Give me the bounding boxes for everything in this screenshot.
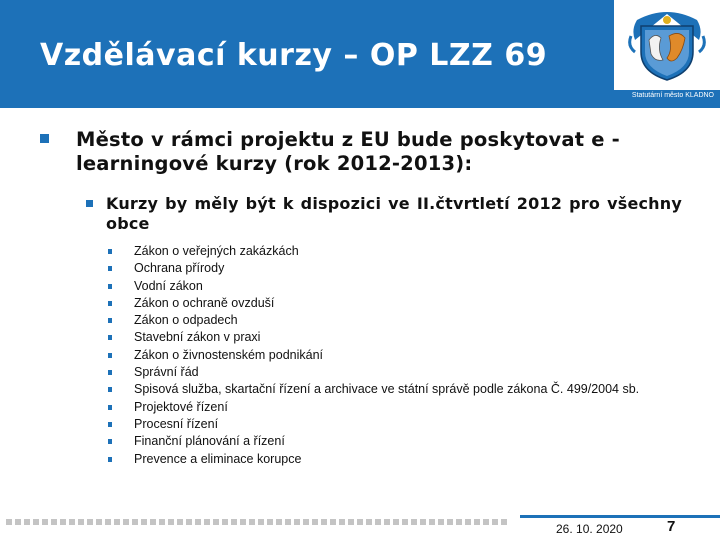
footer-dot	[438, 519, 444, 525]
course-label: Projektové řízení	[134, 399, 228, 414]
footer-dot	[267, 519, 273, 525]
footer-dot	[492, 519, 498, 525]
list-item	[108, 278, 708, 295]
footer-dot	[429, 519, 435, 525]
course-label: Zákon o živnostenském podnikání	[134, 347, 323, 362]
slide-header	[0, 0, 720, 108]
footer-dots	[6, 519, 507, 527]
footer-dot	[33, 519, 39, 525]
footer-dot	[159, 519, 165, 525]
list-item	[108, 260, 708, 277]
course-label: Finanční plánování a řízení	[134, 434, 285, 449]
square-bullet-icon	[108, 439, 112, 444]
bullet-text: Kurzy by měly být k dispozici ve II.čtvrtletí 2012 pro všechny obce	[106, 194, 682, 233]
square-bullet-icon	[108, 370, 112, 375]
footer-dot	[447, 519, 453, 525]
footer-dot	[483, 519, 489, 525]
footer-dot	[87, 519, 93, 525]
footer-rule	[520, 515, 720, 518]
footer-dot	[231, 519, 237, 525]
list-item	[108, 381, 708, 398]
square-bullet-icon	[108, 387, 112, 392]
course-label: Zákon o odpadech	[134, 313, 238, 328]
footer-dot	[69, 519, 75, 525]
footer-dot	[24, 519, 30, 525]
square-bullet-icon	[40, 134, 49, 143]
page-number: 7	[667, 518, 676, 535]
list-item	[108, 312, 708, 329]
square-bullet-icon	[108, 335, 112, 340]
bullet-level-1	[54, 128, 694, 176]
city-label: Statutární město KLADNO	[631, 92, 714, 99]
footer-dot	[366, 519, 372, 525]
list-item	[108, 243, 708, 260]
course-label: Vodní zákon	[134, 278, 203, 293]
footer-dot	[51, 519, 57, 525]
list-item	[108, 364, 708, 381]
list-item	[108, 433, 708, 450]
coat-of-arms-icon	[627, 6, 707, 84]
bullet-text: Město v rámci projektu z EU bude poskytovat e -learningové kurzy (rok 2012-2013):	[76, 128, 620, 175]
header-divider	[0, 108, 720, 120]
footer-dot	[60, 519, 66, 525]
footer-dot	[375, 519, 381, 525]
footer-dot	[132, 519, 138, 525]
footer-dot	[294, 519, 300, 525]
footer-dot	[393, 519, 399, 525]
footer-dot	[312, 519, 318, 525]
square-bullet-icon	[108, 422, 112, 427]
course-label: Spisová služba, skartační řízení a archivace ve státní správě podle zákona Č. 499/2004 sb.	[134, 382, 640, 397]
footer-dot	[357, 519, 363, 525]
footer-dot	[96, 519, 102, 525]
footer-dot	[339, 519, 345, 525]
footer-dot	[15, 519, 21, 525]
square-bullet-icon	[108, 405, 112, 410]
footer-dot	[402, 519, 408, 525]
course-label: Zákon o veřejných zakázkách	[134, 244, 299, 258]
footer-dot	[213, 519, 219, 525]
square-bullet-icon	[86, 200, 93, 207]
footer-dot	[42, 519, 48, 525]
list-item	[108, 451, 708, 468]
course-label: Stavební zákon v praxi	[134, 330, 261, 345]
footer-dot	[384, 519, 390, 525]
course-label: Procesní řízení	[134, 416, 219, 431]
footer-dot	[501, 519, 507, 525]
bullet-level-2	[92, 194, 682, 234]
list-item	[108, 347, 708, 364]
footer-dot	[168, 519, 174, 525]
list-item	[108, 295, 708, 312]
footer-dot	[177, 519, 183, 525]
footer-dot	[204, 519, 210, 525]
slide-date: 26. 10. 2020	[556, 522, 623, 536]
footer-dot	[222, 519, 228, 525]
footer-dot	[276, 519, 282, 525]
footer-dot	[258, 519, 264, 525]
footer-dot	[420, 519, 426, 525]
footer-dot	[141, 519, 147, 525]
course-label: Správní řád	[134, 365, 199, 380]
course-label: Zákon o ochraně ovzduší	[134, 295, 275, 310]
footer-dot	[123, 519, 129, 525]
footer-dot	[285, 519, 291, 525]
footer-dot	[303, 519, 309, 525]
footer-dot	[105, 519, 111, 525]
footer-dot	[150, 519, 156, 525]
list-item	[108, 416, 708, 433]
list-item	[108, 329, 708, 346]
course-label: Prevence a eliminace korupce	[134, 451, 302, 466]
footer-dot	[330, 519, 336, 525]
footer-dot	[195, 519, 201, 525]
square-bullet-icon	[108, 457, 112, 462]
square-bullet-icon	[108, 284, 112, 289]
square-bullet-icon	[108, 318, 112, 323]
course-list	[108, 243, 708, 468]
title-bar	[0, 0, 598, 98]
logo-box	[614, 0, 720, 90]
course-label: Ochrana přírody	[134, 261, 225, 276]
square-bullet-icon	[108, 266, 112, 271]
square-bullet-icon	[108, 353, 112, 358]
list-item	[108, 399, 708, 416]
slide-title: Vzdělávací kurzy – OP LZZ 69	[40, 38, 548, 73]
footer-dot	[411, 519, 417, 525]
footer-dot	[6, 519, 12, 525]
square-bullet-icon	[108, 301, 112, 306]
square-bullet-icon	[108, 249, 112, 254]
footer-dot	[474, 519, 480, 525]
footer-dot	[321, 519, 327, 525]
footer-dot	[240, 519, 246, 525]
footer-dot	[465, 519, 471, 525]
footer-dot	[186, 519, 192, 525]
footer-dot	[249, 519, 255, 525]
footer-dot	[114, 519, 120, 525]
footer-dot	[348, 519, 354, 525]
footer-dot	[456, 519, 462, 525]
footer-dot	[78, 519, 84, 525]
